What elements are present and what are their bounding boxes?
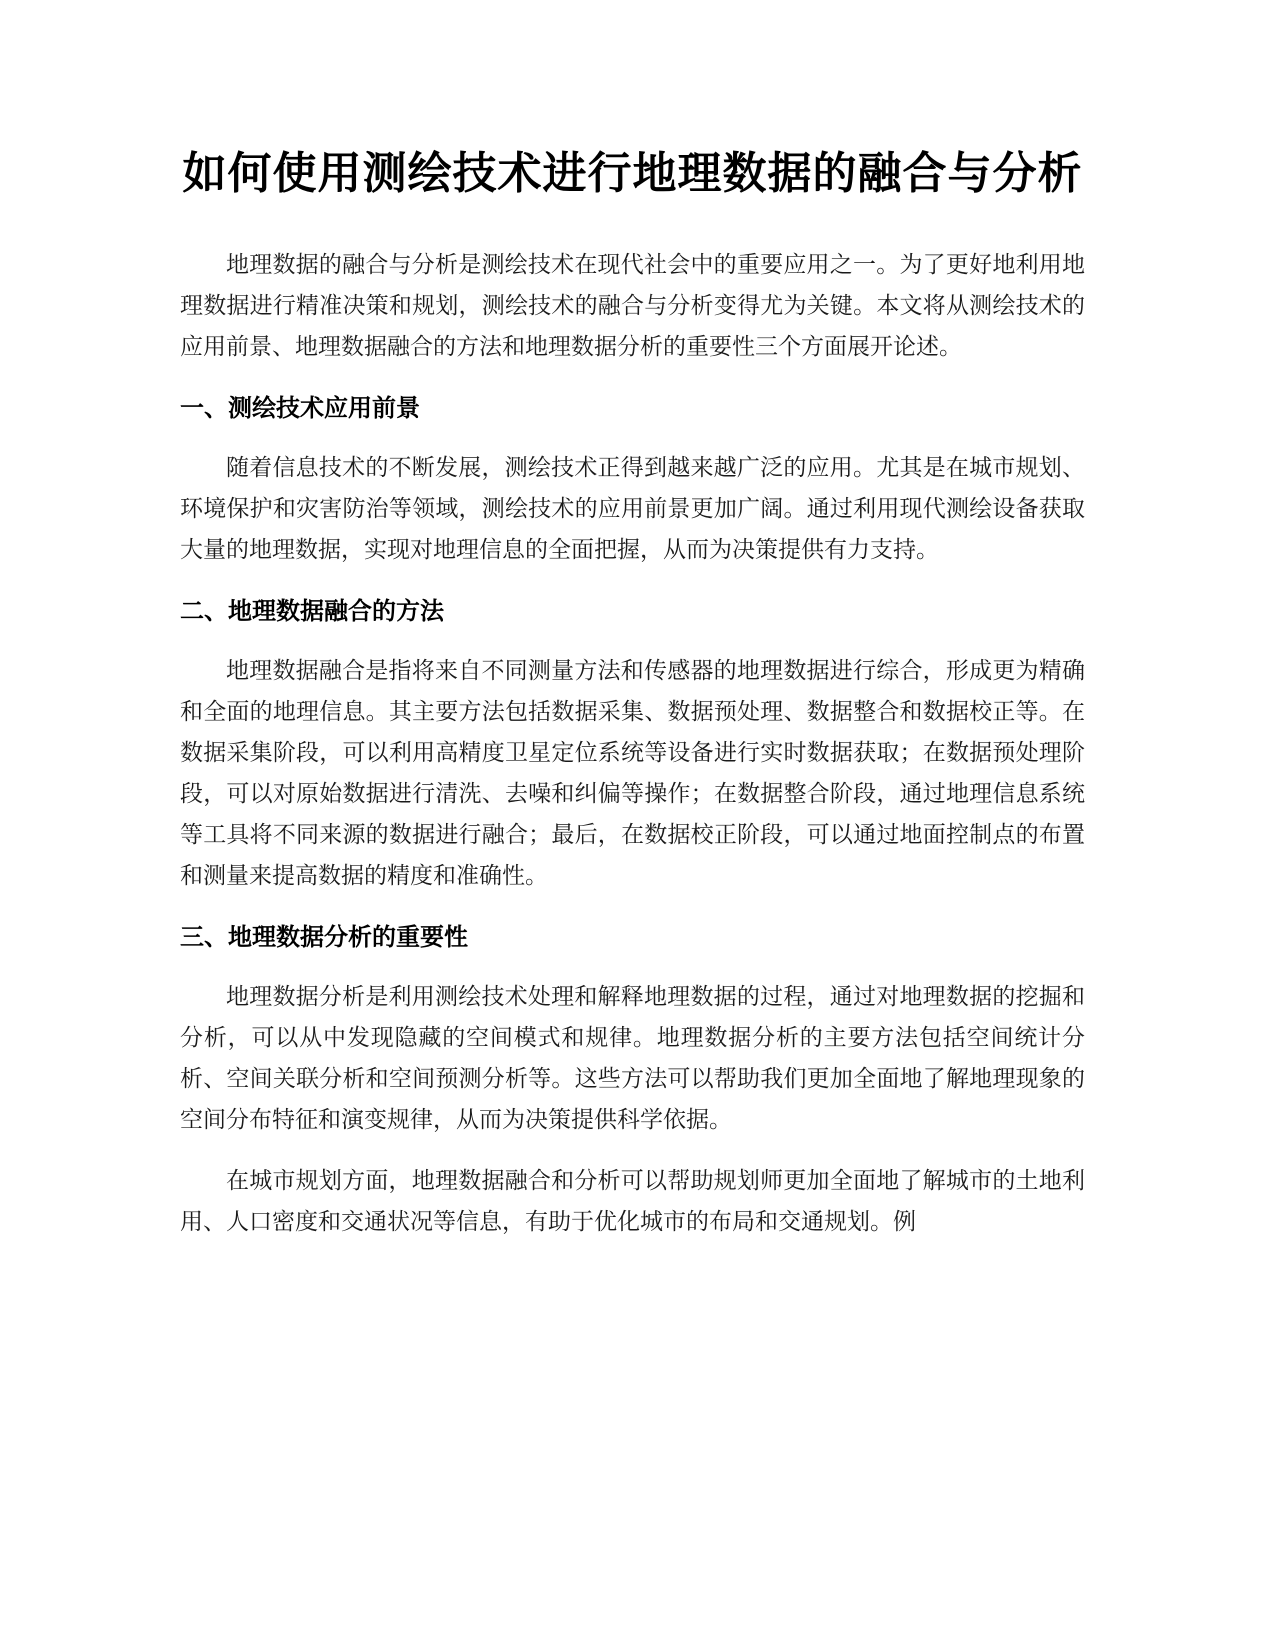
closing-paragraph: 在城市规划方面，地理数据融合和分析可以帮助规划师更加全面地了解城市的土地利用、人口密度和交通状况等信息，有助于优化城市的布局和交通规划。例 <box>180 1168 1085 1235</box>
document-title: 如何使用测绘技术进行地理数据的融合与分析 <box>182 148 1083 199</box>
intro-paragraph: 地理数据的融合与分析是测绘技术在现代社会中的重要应用之一。为了更好地利用地理数据进行精准决策和规划，测绘技术的融合与分析变得尤为关键。本文将从测绘技术的应用前景、地理数据融合的方法和地理数据分析的重要性三个方面展开论述。 <box>180 252 1085 360</box>
section-heading-analysis-importance: 三、地理数据分析的重要性 <box>180 923 468 951</box>
document-page <box>180 135 1085 1243</box>
section-paragraph-fusion-methods: 地理数据融合是指将来自不同测量方法和传感器的地理数据进行综合，形成更为精确和全面的地理信息。其主要方法包括数据采集、数据预处理、数据整合和数据校正等。在数据采集阶段，可以利用高精度卫星定位系统等设备进行实时数据获取；在数据预处理阶段，可以对原始数据进行清洗、去噪和纠偏等操作；在数据整合阶段，通过地理信息系统等工具将不同来源的数据进行融合；最后，在数据校正阶段，可以通过地面控制点的布置和测量来提高数据的精度和准确性。 <box>180 658 1085 889</box>
section-heading-fusion-methods: 二、地理数据融合的方法 <box>180 597 444 625</box>
section-paragraph-analysis-importance: 地理数据分析是利用测绘技术处理和解释地理数据的过程，通过对地理数据的挖掘和分析，可以从中发现隐藏的空间模式和规律。地理数据分析的主要方法包括空间统计分析、空间关联分析和空间预测分析等。这些方法可以帮助我们更加全面地了解地理现象的空间分布特征和演变规律，从而为决策提供科学依据。 <box>180 984 1085 1133</box>
section-paragraph-application-prospects: 随着信息技术的不断发展，测绘技术正得到越来越广泛的应用。尤其是在城市规划、环境保护和灾害防治等领域，测绘技术的应用前景更加广阔。通过利用现代测绘设备获取大量的地理数据，实现对地理信息的全面把握，从而为决策提供有力支持。 <box>180 455 1085 563</box>
section-heading-application-prospects: 一、测绘技术应用前景 <box>180 394 420 422</box>
